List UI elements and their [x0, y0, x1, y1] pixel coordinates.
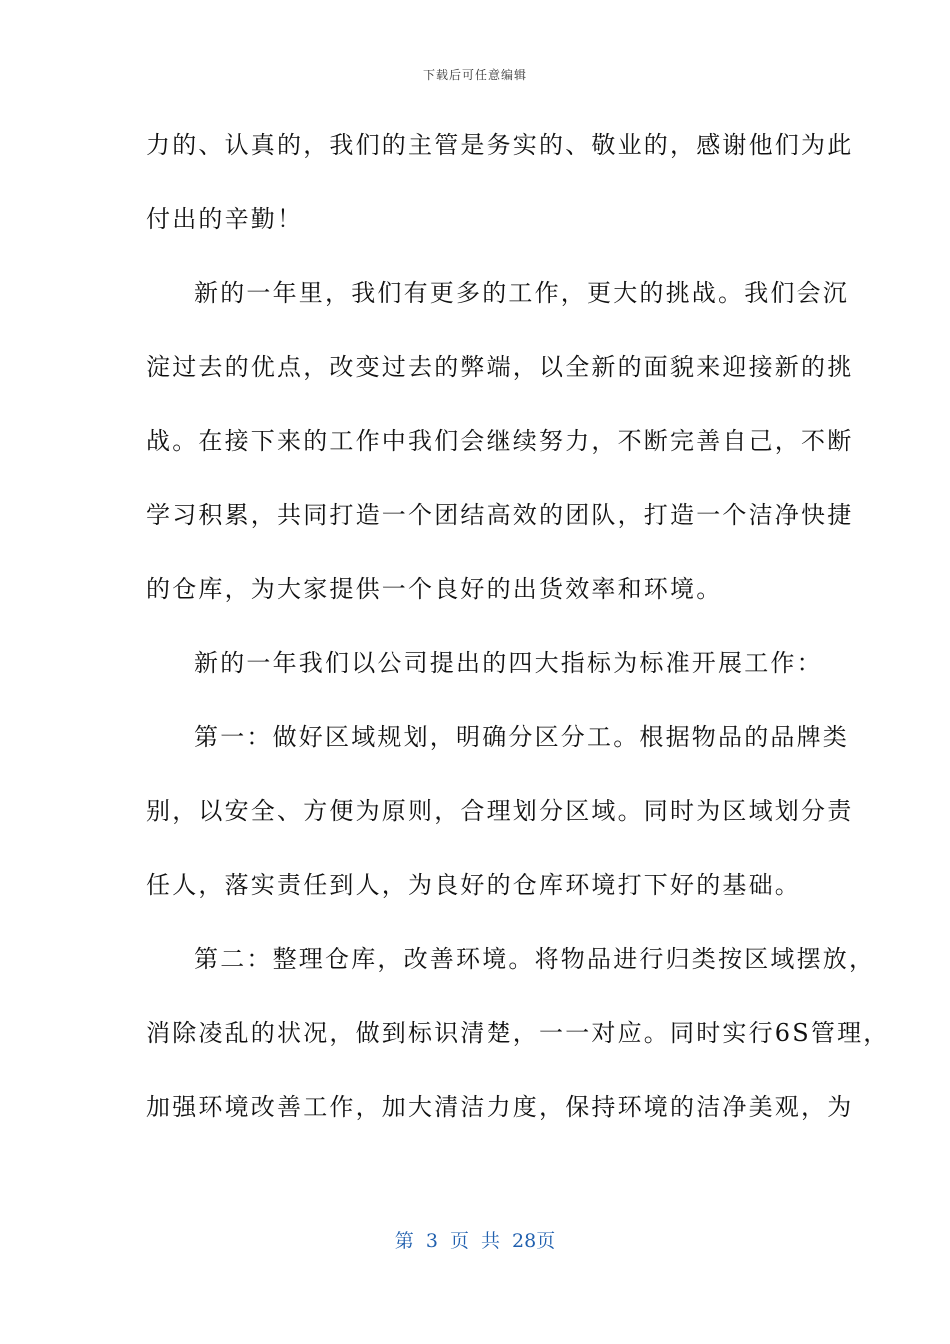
- text-line: 战。在接下来的工作中我们会继续努力，不断完善自己，不断: [146, 427, 854, 455]
- paragraph-start-line: 第二：整理仓库，改善环境。将物品进行归类按区域摆放，: [194, 945, 876, 973]
- paragraph-start-line: 新的一年我们以公司提出的四大指标为标准开展工作：: [194, 649, 823, 677]
- text-line: 付出的辛勤！: [146, 205, 304, 233]
- paragraph-start-line: 新的一年里，我们有更多的工作，更大的挑战。我们会沉: [194, 279, 849, 307]
- text-line: 学习积累，共同打造一个团结高效的团队，打造一个洁净快捷: [146, 501, 854, 529]
- page-header: 下载后可任意编辑: [422, 68, 527, 82]
- text-line: 别，以安全、方便为原则，合理划分区域。同时为区域划分责: [146, 797, 854, 825]
- paragraph-start-line: 第一：做好区域规划，明确分区分工。根据物品的品牌类: [194, 723, 849, 751]
- text-line: 的仓库，为大家提供一个良好的出货效率和环境。: [146, 575, 723, 603]
- text-line: 消除凌乱的状况，做到标识清楚，一一对应。同时实行6S管理，: [146, 1019, 890, 1047]
- page-footer: 第 3 页 共 28页: [394, 1230, 556, 1252]
- text-line: 淀过去的优点，改变过去的弊端，以全新的面貌来迎接新的挑: [146, 353, 854, 381]
- text-line: 任人，落实责任到人，为良好的仓库环境打下好的基础。: [146, 871, 801, 899]
- text-line: 加强环境改善工作，加大清洁力度，保持环境的洁净美观，为: [146, 1093, 854, 1121]
- text-line: 力的、认真的，我们的主管是务实的、敬业的，感谢他们为此: [146, 131, 854, 159]
